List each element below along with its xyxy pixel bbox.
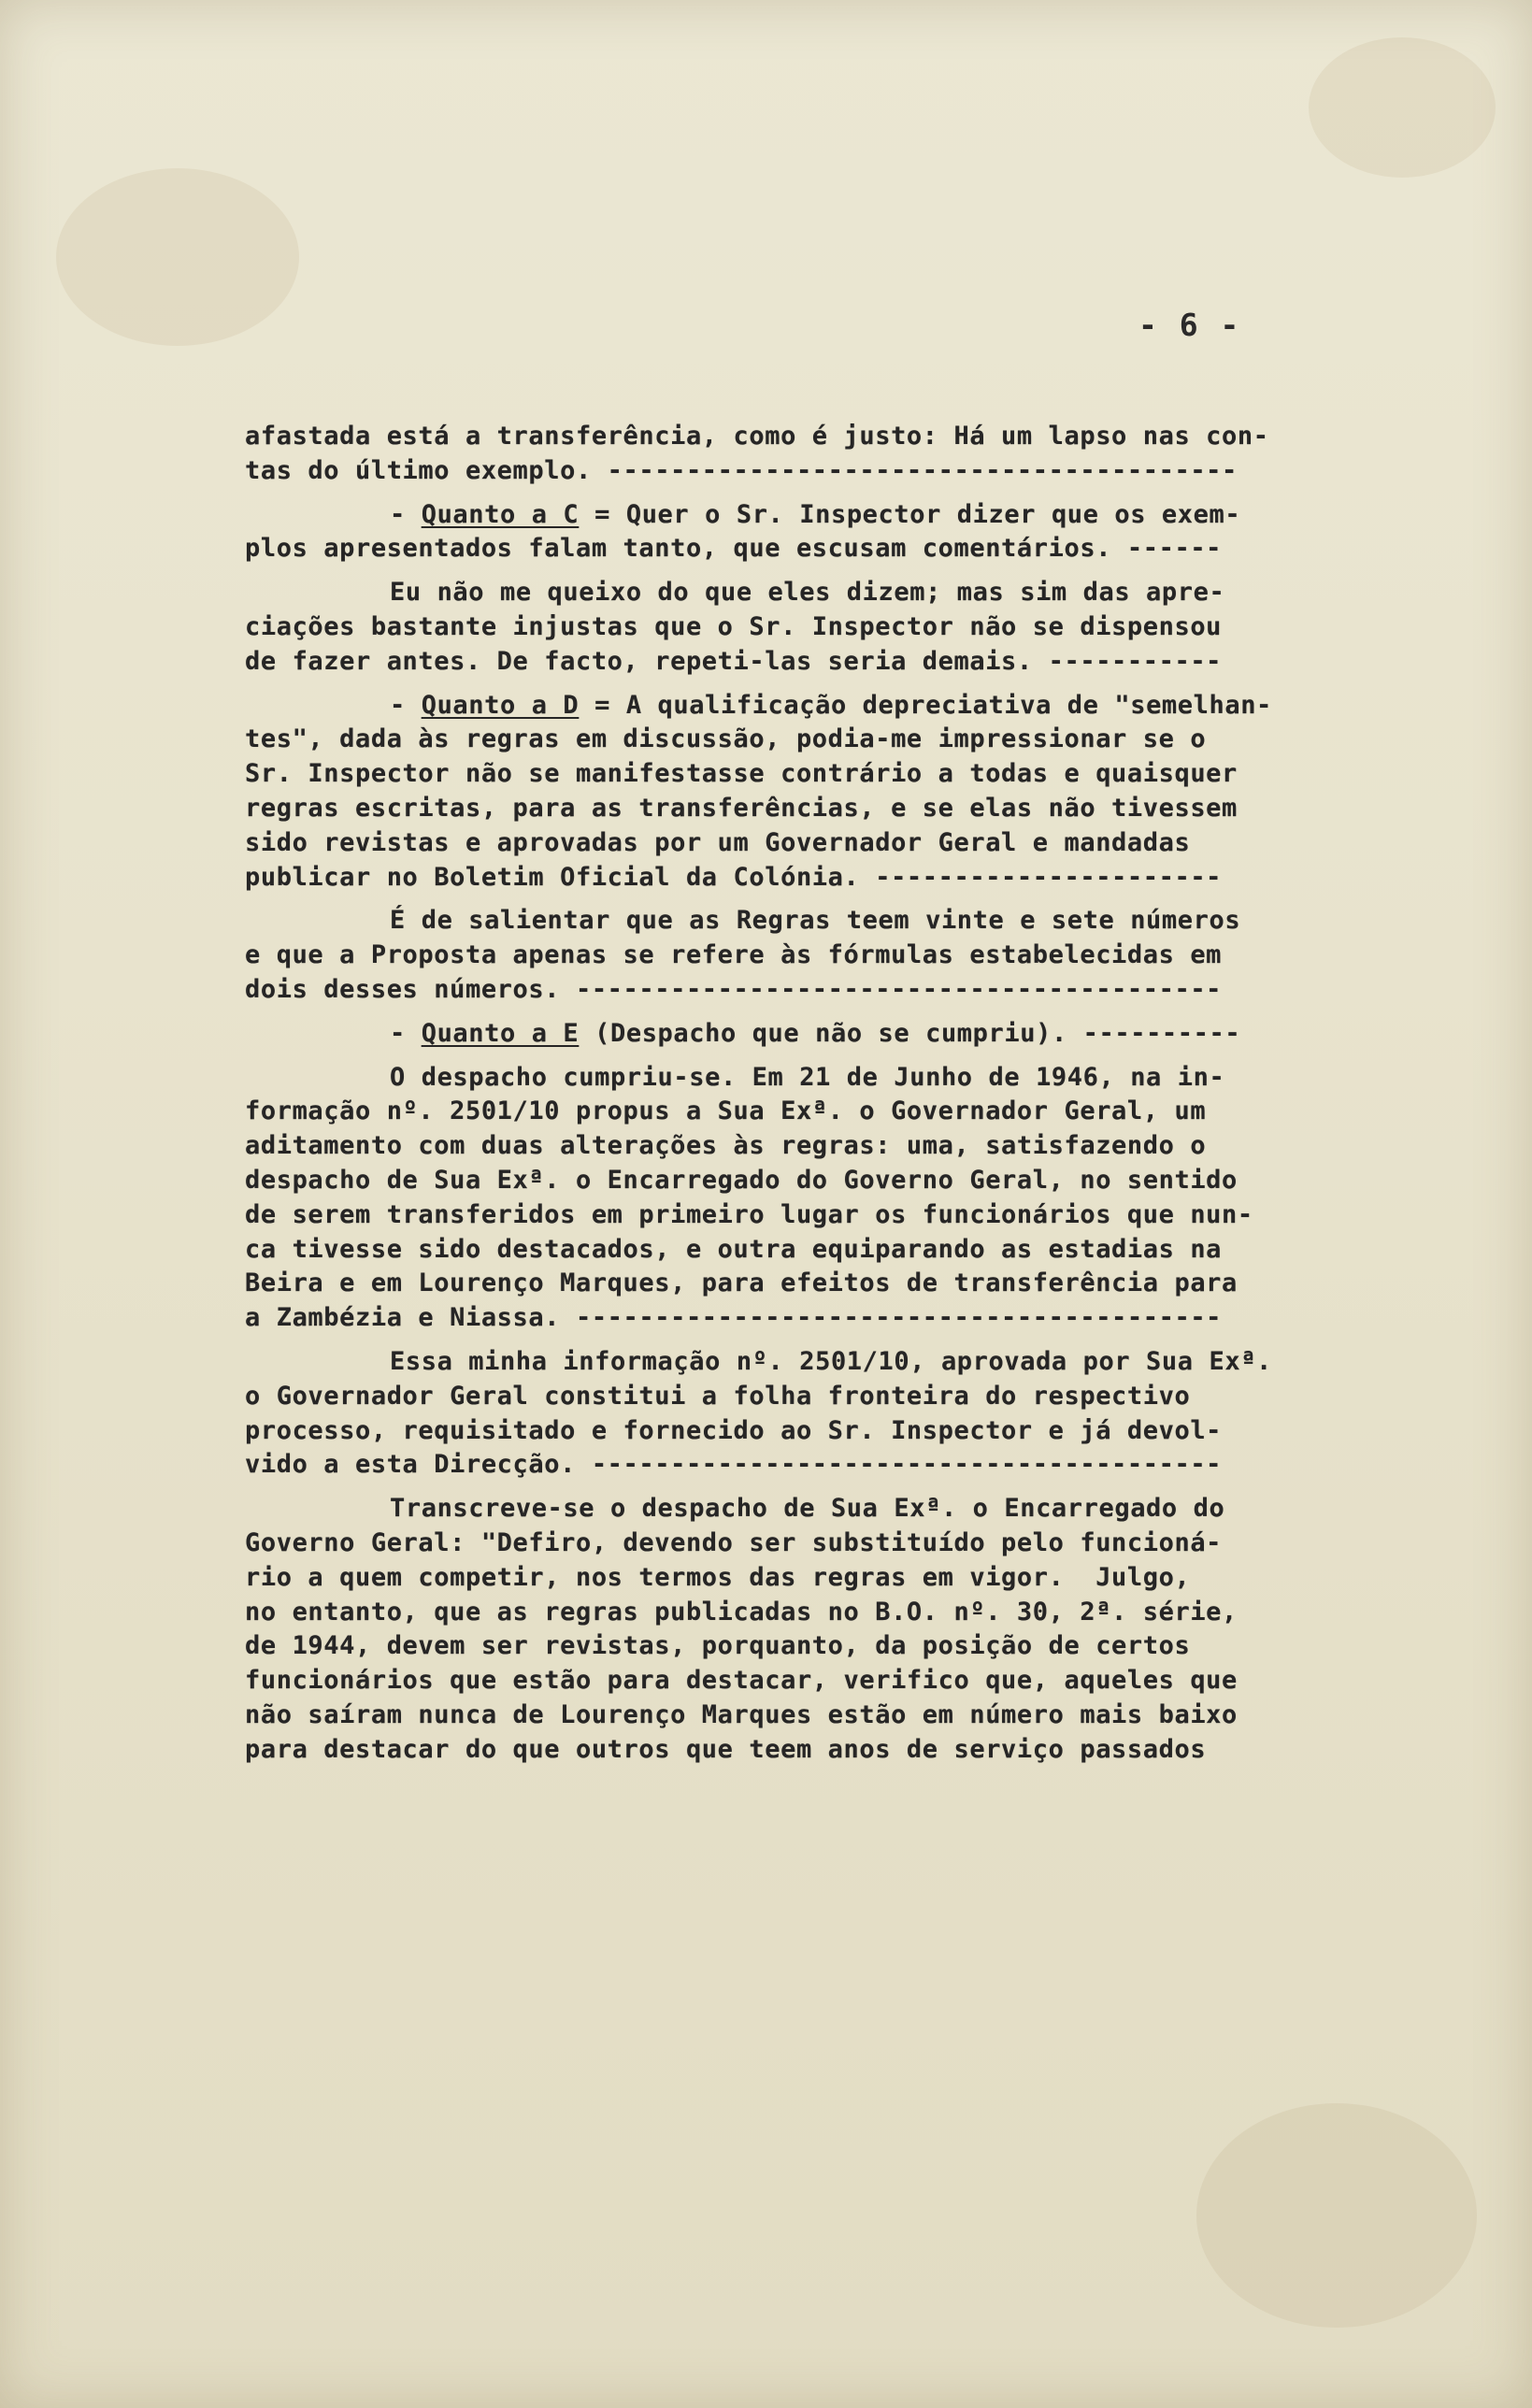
text-line — [245, 1380, 1460, 1414]
line-text: e que a Proposta apenas se refere às fórmulas estabelecidas em — [245, 940, 1223, 970]
line-text: (Despacho que não se cumpriu). ---------- — [579, 1018, 1241, 1048]
text-line — [245, 939, 1460, 973]
text-line — [245, 1198, 1460, 1233]
line-text: formação nº. 2501/10 propus a Sua Exª. o Governador Geral, um — [245, 1096, 1207, 1126]
line-text: Beira e em Lourenço Marques, para efeitos de transferência para — [245, 1268, 1238, 1298]
text-line — [245, 1492, 1460, 1526]
paper-stain — [56, 168, 299, 346]
line-prefix: - — [390, 690, 422, 720]
section-heading: Quanto a C — [421, 499, 580, 529]
text-line — [245, 645, 1460, 680]
text-line — [245, 1017, 1460, 1052]
section-heading: Quanto a D — [421, 690, 580, 720]
text-line — [245, 610, 1460, 645]
line-text: dois desses números. ----------------------------------------- — [245, 974, 1223, 1004]
text-line — [245, 1095, 1460, 1129]
line-text: de fazer antes. De facto, repeti-las seria demais. ----------- — [245, 646, 1223, 676]
text-line — [245, 1301, 1460, 1336]
line-text: de 1944, devem ser revistas, porquanto, da posição de certos — [245, 1631, 1191, 1661]
paragraph-gap — [245, 895, 1460, 904]
text-line — [245, 1267, 1460, 1301]
text-line — [245, 689, 1460, 724]
line-text: sido revistas e aprovadas por um Governador Geral e mandadas — [245, 827, 1191, 857]
text-line — [245, 1629, 1460, 1664]
text-line — [245, 792, 1460, 826]
paper-stain — [1196, 2103, 1477, 2328]
paragraph-gap — [245, 489, 1460, 498]
text-line — [245, 1733, 1460, 1768]
text-line — [245, 1414, 1460, 1449]
paragraph-gap — [245, 1052, 1460, 1061]
text-line — [245, 861, 1460, 896]
text-line — [245, 1698, 1460, 1733]
text-line — [245, 1129, 1460, 1164]
paragraph — [245, 1061, 1460, 1336]
paragraph — [245, 1492, 1460, 1767]
line-text: despacho de Sua Exª. o Encarregado do Governo Geral, no sentido — [245, 1165, 1238, 1195]
text-line — [245, 904, 1460, 939]
line-text: funcionários que estão para destacar, verifico que, aqueles que — [245, 1666, 1238, 1696]
line-text: Essa minha informação nº. 2501/10, aprovada por Sua Exª. — [390, 1346, 1272, 1376]
line-text: ciações bastante injustas que o Sr. Inspector não se dispensou — [245, 611, 1223, 641]
line-text: não saíram nunca de Lourenço Marques estão em número mais baixo — [245, 1699, 1238, 1729]
text-line — [245, 723, 1460, 757]
line-text: tes", dada às regras em discussão, podia-me impressionar se o — [245, 724, 1207, 754]
text-line — [245, 1345, 1460, 1380]
text-line — [245, 420, 1460, 454]
paragraph — [245, 904, 1460, 1007]
text-line — [245, 973, 1460, 1008]
text-line — [245, 757, 1460, 792]
paragraph — [245, 576, 1460, 679]
section-heading: Quanto a E — [421, 1018, 580, 1048]
line-text: de serem transferidos em primeiro lugar os funcionários que nun- — [245, 1199, 1253, 1229]
text-line — [245, 1233, 1460, 1268]
line-text: aditamento com duas alterações às regras: uma, satisfazendo o — [245, 1131, 1207, 1161]
line-text: = Quer o Sr. Inspector dizer que os exem- — [579, 499, 1241, 529]
line-prefix: - — [390, 499, 422, 529]
paragraph — [245, 1017, 1460, 1052]
paragraph-gap — [245, 1336, 1460, 1345]
line-text: processo, requisitado e fornecido ao Sr. Inspector e já devol- — [245, 1415, 1223, 1445]
line-text: Transcreve-se o despacho de Sua Exª. o Encarregado do — [390, 1494, 1225, 1524]
text-line — [245, 576, 1460, 610]
paragraph-gap — [245, 1483, 1460, 1492]
paragraph-gap — [245, 1008, 1460, 1017]
line-text: Governo Geral: "Defiro, devendo ser substituído pelo funcioná- — [245, 1527, 1223, 1557]
line-text: no entanto, que as regras publicadas no B.O. nº. 30, 2ª. série, — [245, 1597, 1238, 1627]
paragraph-gap — [245, 680, 1460, 689]
line-text: O despacho cumpriu-se. Em 21 de Junho de 1946, na in- — [390, 1062, 1225, 1092]
line-text: plos apresentados falam tanto, que escusam comentários. ------ — [245, 534, 1223, 564]
text-line — [245, 1526, 1460, 1561]
line-text: a Zambézia e Niassa. ----------------------------------------- — [245, 1303, 1223, 1333]
line-text: É de salientar que as Regras teem vinte e sete números — [390, 906, 1241, 936]
text-line — [245, 498, 1460, 533]
line-text: = A qualificação depreciativa de "semelhan- — [579, 690, 1272, 720]
text-line — [245, 1596, 1460, 1630]
line-text: para destacar do que outros que teem anos de serviço passados — [245, 1734, 1207, 1764]
text-line — [245, 1164, 1460, 1198]
line-text: tas do último exemplo. ---------------------------------------- — [245, 455, 1238, 485]
paragraph — [245, 498, 1460, 567]
line-text: ca tivesse sido destacados, e outra equiparando as estadias na — [245, 1234, 1223, 1264]
paragraph — [245, 1345, 1460, 1483]
typewritten-text — [245, 420, 1460, 1767]
text-line — [245, 1664, 1460, 1698]
line-text: rio a quem competir, nos termos das regras em vigor. Julgo, — [245, 1562, 1191, 1592]
line-prefix: - — [390, 1018, 422, 1048]
line-text: Eu não me queixo do que eles dizem; mas sim das apre- — [390, 578, 1225, 608]
line-text: regras escritas, para as transferências, e se elas não tivessem — [245, 793, 1238, 823]
paper-stain — [1309, 37, 1496, 178]
line-text: Sr. Inspector não se manifestasse contrário a todas e quaisquer — [245, 759, 1238, 789]
text-line — [245, 454, 1460, 489]
paragraph-gap — [245, 566, 1460, 576]
line-text: publicar no Boletim Oficial da Colónia. ---------------------- — [245, 862, 1223, 892]
page-number: - 6 - — [1138, 307, 1241, 343]
text-line — [245, 532, 1460, 566]
text-line — [245, 826, 1460, 861]
text-line — [245, 1061, 1460, 1096]
line-text: o Governador Geral constitui a folha fronteira do respectivo — [245, 1381, 1191, 1411]
text-line — [245, 1448, 1460, 1483]
text-line — [245, 1561, 1460, 1596]
line-text: vido a esta Direcção. ---------------------------------------- — [245, 1450, 1223, 1480]
line-text: afastada está a transferência, como é justo: Há um lapso nas con- — [245, 422, 1269, 451]
paragraph — [245, 689, 1460, 896]
paragraph — [245, 420, 1460, 489]
